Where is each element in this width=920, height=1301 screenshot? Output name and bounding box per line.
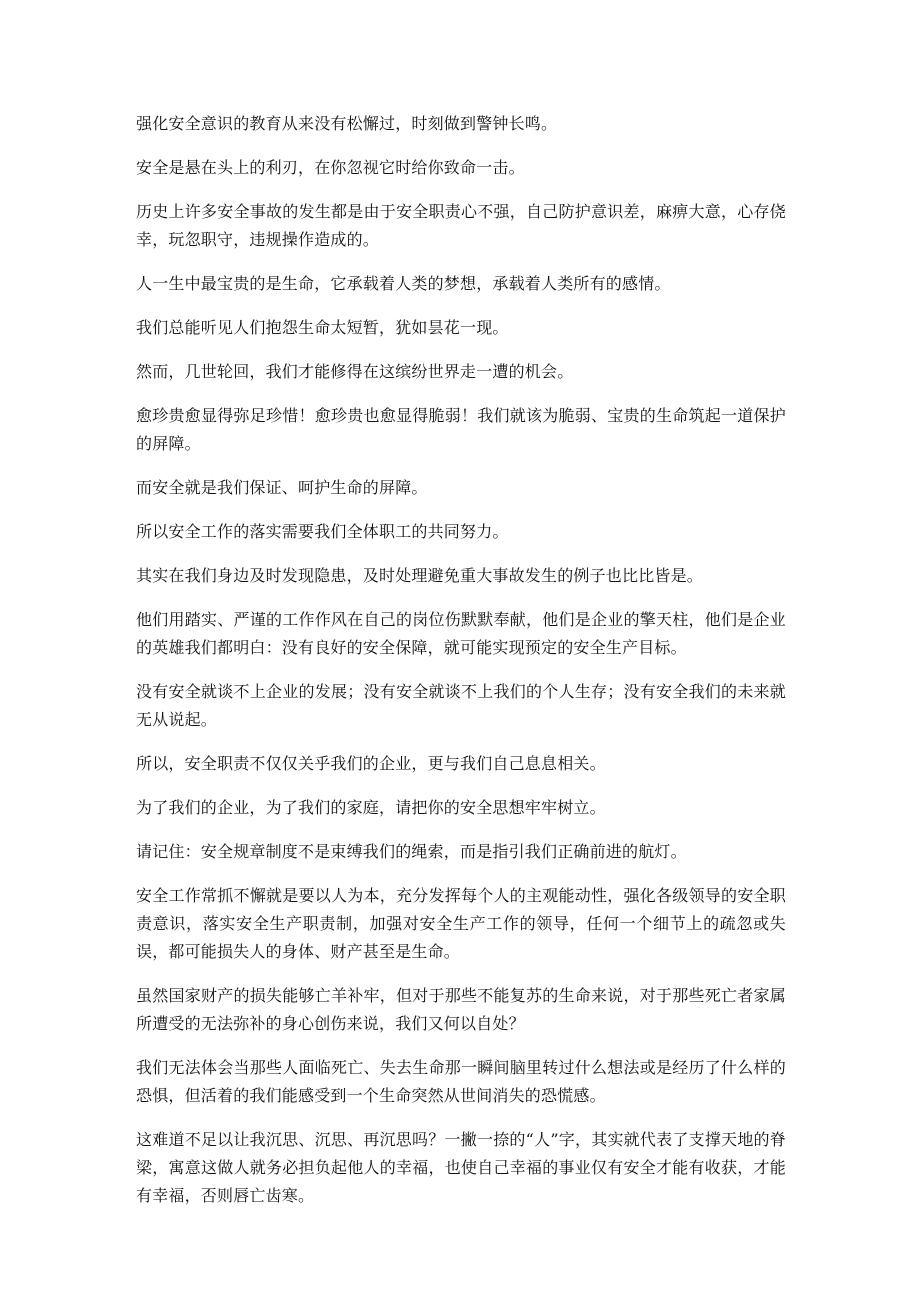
paragraph-6: 然而，几世轮回，我们才能修得在这缤纷世界走一遭的机会。 [136,362,574,381]
paragraph-14: 为了我们的企业，为了我们的家庭，请把你的安全思想牢牢树立。 [136,798,606,817]
paragraph-5: 我们总能听见人们抱怨生命太短暂，犹如昙花一现。 [136,318,509,337]
paragraph-12: 没有安全就谈不上企业的发展；没有安全就谈不上我们的个人生存；没有安全我们的未来就无从说起。 [136,682,786,729]
paragraph-11: 他们用踏实、严谨的工作作风在自己的岗位伤默默奉献，他们是企业的擎天柱，他们是企业的英雄我们都明白：没有良好的安全保障，就可能实现预定的安全生产目标。 [136,610,786,657]
paragraph-10: 其实在我们身边及时发现隐患，及时处理避免重大事故发生的例子也比比皆是。 [136,566,704,585]
paragraph-2: 安全是悬在头上的利刃，在你忽视它时给你致命一击。 [136,158,525,177]
paragraph-18: 我们无法体会当那些人面临死亡、失去生命那一瞬间脑里转过什么想法或是经历了什么样的恐惧，但活着的我们能感受到一个生命突然从世间消失的恐慌感。 [136,1058,786,1105]
document-body [136,110,786,1226]
paragraph-7: 愈珍贵愈显得弥足珍惜！愈珍贵也愈显得脆弱！我们就该为脆弱、宝贵的生命筑起一道保护的屏障。 [136,406,786,453]
paragraph-19: 这难道不足以让我沉思、沉思、再沉思吗？一撇一捺的“人”字，其实就代表了支撑天地的脊梁，寓意这做人就务必担负起他人的幸福，也使自己幸福的事业仅有安全才能有收获，才能有幸福，否则唇亡齿寒。 [136,1130,786,1205]
paragraph-8: 而安全就是我们保证、呵护生命的屏障。 [136,478,428,497]
paragraph-9: 所以安全工作的落实需要我们全体职工的共同努力。 [136,522,509,541]
paragraph-17: 虽然国家财产的损失能够亡羊补牢，但对于那些不能复苏的生命来说，对于那些死亡者家属所遭受的无法弥补的身心创伤来说，我们又何以自处？ [136,986,786,1033]
paragraph-1: 强化安全意识的教育从来没有松懈过，时刻做到警钟长鸣。 [136,114,558,133]
paragraph-16: 安全工作常抓不懈就是要以人为本，充分发挥每个人的主观能动性，强化各级领导的安全职责意识，落实安全生产职责制，加强对安全生产工作的领导，任何一个细节上的疏忽或失误，都可能损失人的身体、财产甚至是生命。 [136,886,786,961]
paragraph-3: 历史上许多安全事故的发生都是由于安全职责心不强，自己防护意识差，麻痹大意，心存侥幸，玩忽职守，违规操作造成的。 [136,202,786,249]
paragraph-4: 人一生中最宝贵的是生命，它承载着人类的梦想，承载着人类所有的感情。 [136,274,671,293]
paragraph-13: 所以，安全职责不仅仅关乎我们的企业，更与我们自己息息相关。 [136,754,606,773]
paragraph-15: 请记住：安全规章制度不是束缚我们的绳索，而是指引我们正确前进的航灯。 [136,842,687,861]
